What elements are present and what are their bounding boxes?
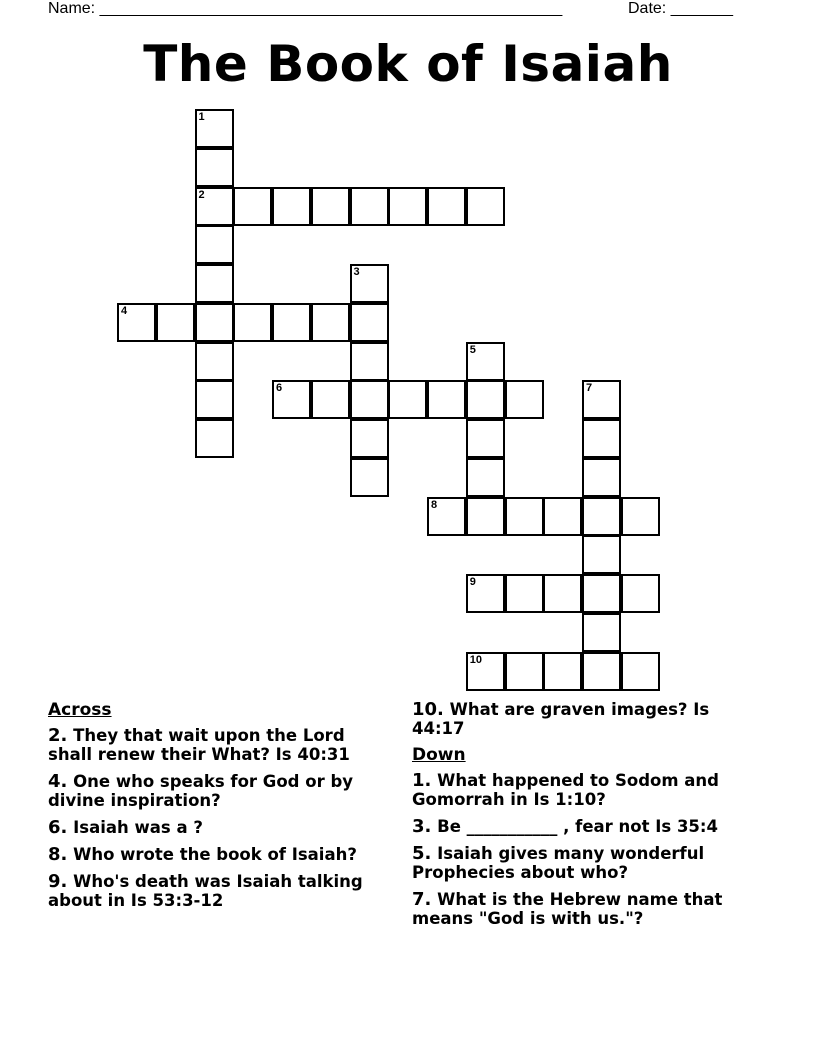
cell-number: 1 bbox=[198, 111, 205, 123]
crossword-cell[interactable] bbox=[466, 497, 505, 536]
date-label: Date: _______ bbox=[628, 0, 733, 17]
across-clue-8 bbox=[48, 845, 393, 864]
cell-number: 10 bbox=[469, 653, 482, 666]
crossword-cell[interactable] bbox=[350, 187, 389, 226]
down-clue-1 bbox=[412, 771, 757, 809]
clues-left-column bbox=[48, 700, 393, 918]
crossword-cell[interactable] bbox=[195, 342, 234, 381]
clue-number: 5. bbox=[412, 843, 432, 864]
crossword-cell[interactable] bbox=[272, 187, 311, 226]
clue-text: Isaiah was a ? bbox=[73, 818, 203, 837]
crossword-cell[interactable] bbox=[195, 264, 234, 303]
crossword-cell[interactable] bbox=[195, 148, 234, 187]
crossword-cell[interactable] bbox=[427, 497, 466, 536]
across-clue-4 bbox=[48, 772, 393, 810]
crossword-cell[interactable] bbox=[195, 225, 234, 264]
crossword-cell[interactable] bbox=[543, 652, 582, 691]
crossword-cell[interactable] bbox=[582, 458, 621, 497]
down-clue-3 bbox=[412, 817, 757, 836]
crossword-cell[interactable] bbox=[621, 497, 660, 536]
cell-number: 7 bbox=[586, 382, 593, 395]
crossword-cell[interactable] bbox=[543, 497, 582, 536]
crossword-cell[interactable] bbox=[505, 574, 544, 613]
cell-number: 5 bbox=[469, 343, 476, 356]
crossword-cell[interactable] bbox=[582, 535, 621, 574]
across-heading: Across bbox=[48, 700, 112, 720]
page-title: The Book of Isaiah bbox=[143, 35, 673, 93]
cell-number: 2 bbox=[198, 188, 205, 201]
crossword-cell[interactable] bbox=[505, 380, 544, 419]
crossword-cell[interactable] bbox=[466, 342, 505, 381]
across-clue-10 bbox=[412, 700, 757, 738]
crossword-cell[interactable] bbox=[350, 264, 389, 303]
clues-right-column bbox=[412, 700, 757, 936]
crossword-cell[interactable] bbox=[427, 380, 466, 419]
clue-text: One who speaks for God or by divine inspiration? bbox=[48, 772, 354, 810]
clue-text: Isaiah gives many wonderful Prophecies about who? bbox=[412, 844, 705, 882]
across-clue-6 bbox=[48, 818, 393, 837]
crossword-cell[interactable] bbox=[195, 109, 234, 148]
crossword-cell[interactable] bbox=[582, 380, 621, 419]
cell-number: 9 bbox=[469, 576, 476, 588]
crossword-cell[interactable] bbox=[621, 574, 660, 613]
crossword-cell[interactable] bbox=[272, 380, 311, 419]
crossword-cell[interactable] bbox=[466, 652, 505, 691]
crossword-cell[interactable] bbox=[505, 652, 544, 691]
cell-number: 3 bbox=[353, 266, 360, 278]
crossword-cell[interactable] bbox=[388, 380, 427, 419]
crossword-cell[interactable] bbox=[427, 187, 466, 226]
clue-text: Be ___________ , fear not Is 35:4 bbox=[437, 817, 718, 836]
down-clue-5 bbox=[412, 844, 757, 882]
crossword-cell[interactable] bbox=[233, 303, 272, 342]
crossword-cell[interactable] bbox=[466, 380, 505, 419]
cell-number: 8 bbox=[431, 498, 438, 511]
name-label: Name: ____________________________________________________ bbox=[48, 0, 563, 17]
crossword-cell[interactable] bbox=[350, 380, 389, 419]
crossword-cell[interactable] bbox=[582, 652, 621, 691]
clue-number: 2. bbox=[48, 725, 68, 746]
crossword-cell[interactable] bbox=[466, 574, 505, 613]
down-heading: Down bbox=[412, 745, 466, 765]
clue-number: 4. bbox=[48, 771, 68, 792]
crossword-cell[interactable] bbox=[117, 303, 156, 342]
clue-number: 8. bbox=[48, 844, 68, 865]
clue-number: 6. bbox=[48, 817, 68, 838]
clue-number: 1. bbox=[412, 770, 432, 791]
across-clue-9 bbox=[48, 872, 393, 910]
cell-number: 4 bbox=[121, 304, 128, 317]
clue-number: 7. bbox=[412, 889, 432, 910]
name-date-line bbox=[48, 0, 748, 20]
crossword-cell[interactable] bbox=[582, 574, 621, 613]
down-clue-7 bbox=[412, 890, 757, 928]
clue-number: 9. bbox=[48, 871, 68, 892]
crossword-cell[interactable] bbox=[466, 419, 505, 458]
crossword-cell[interactable] bbox=[466, 458, 505, 497]
across-clue-2 bbox=[48, 726, 393, 764]
crossword-cell[interactable] bbox=[350, 342, 389, 381]
clue-text: What is the Hebrew name that means "God is with us."? bbox=[412, 890, 723, 928]
crossword-cell[interactable] bbox=[582, 613, 621, 652]
crossword-cell[interactable] bbox=[582, 419, 621, 458]
crossword-cell[interactable] bbox=[350, 458, 389, 497]
clue-number: 3. bbox=[412, 816, 432, 837]
crossword-cell[interactable] bbox=[311, 303, 350, 342]
clue-text: What are graven images? Is 44:17 bbox=[412, 700, 710, 738]
crossword-cell[interactable] bbox=[156, 303, 195, 342]
crossword-cell[interactable] bbox=[350, 419, 389, 458]
crossword-cell[interactable] bbox=[311, 380, 350, 419]
clue-text: Who's death was Isaiah talking about in Is 53:3-12 bbox=[48, 872, 363, 910]
crossword-cell[interactable] bbox=[543, 574, 582, 613]
clue-text: What happened to Sodom and Gomorrah in Is 1:10? bbox=[412, 771, 719, 809]
crossword-cell[interactable] bbox=[582, 497, 621, 536]
crossword-cell[interactable] bbox=[233, 187, 272, 226]
crossword-cell[interactable] bbox=[311, 187, 350, 226]
crossword-cell[interactable] bbox=[272, 303, 311, 342]
crossword-cell[interactable] bbox=[195, 303, 234, 342]
crossword-cell[interactable] bbox=[466, 187, 505, 226]
crossword-cell[interactable] bbox=[388, 187, 427, 226]
crossword-cell[interactable] bbox=[195, 187, 234, 226]
crossword-cell[interactable] bbox=[505, 497, 544, 536]
cell-number: 6 bbox=[276, 382, 283, 395]
clue-text: They that wait upon the Lord shall renew their What? Is 40:31 bbox=[48, 726, 350, 764]
crossword-cell[interactable] bbox=[621, 652, 660, 691]
crossword-cell[interactable] bbox=[195, 380, 234, 419]
clue-number: 10. bbox=[412, 699, 444, 720]
crossword-cell[interactable] bbox=[350, 303, 389, 342]
clue-text: Who wrote the book of Isaiah? bbox=[73, 845, 357, 864]
crossword-cell[interactable] bbox=[195, 419, 234, 458]
